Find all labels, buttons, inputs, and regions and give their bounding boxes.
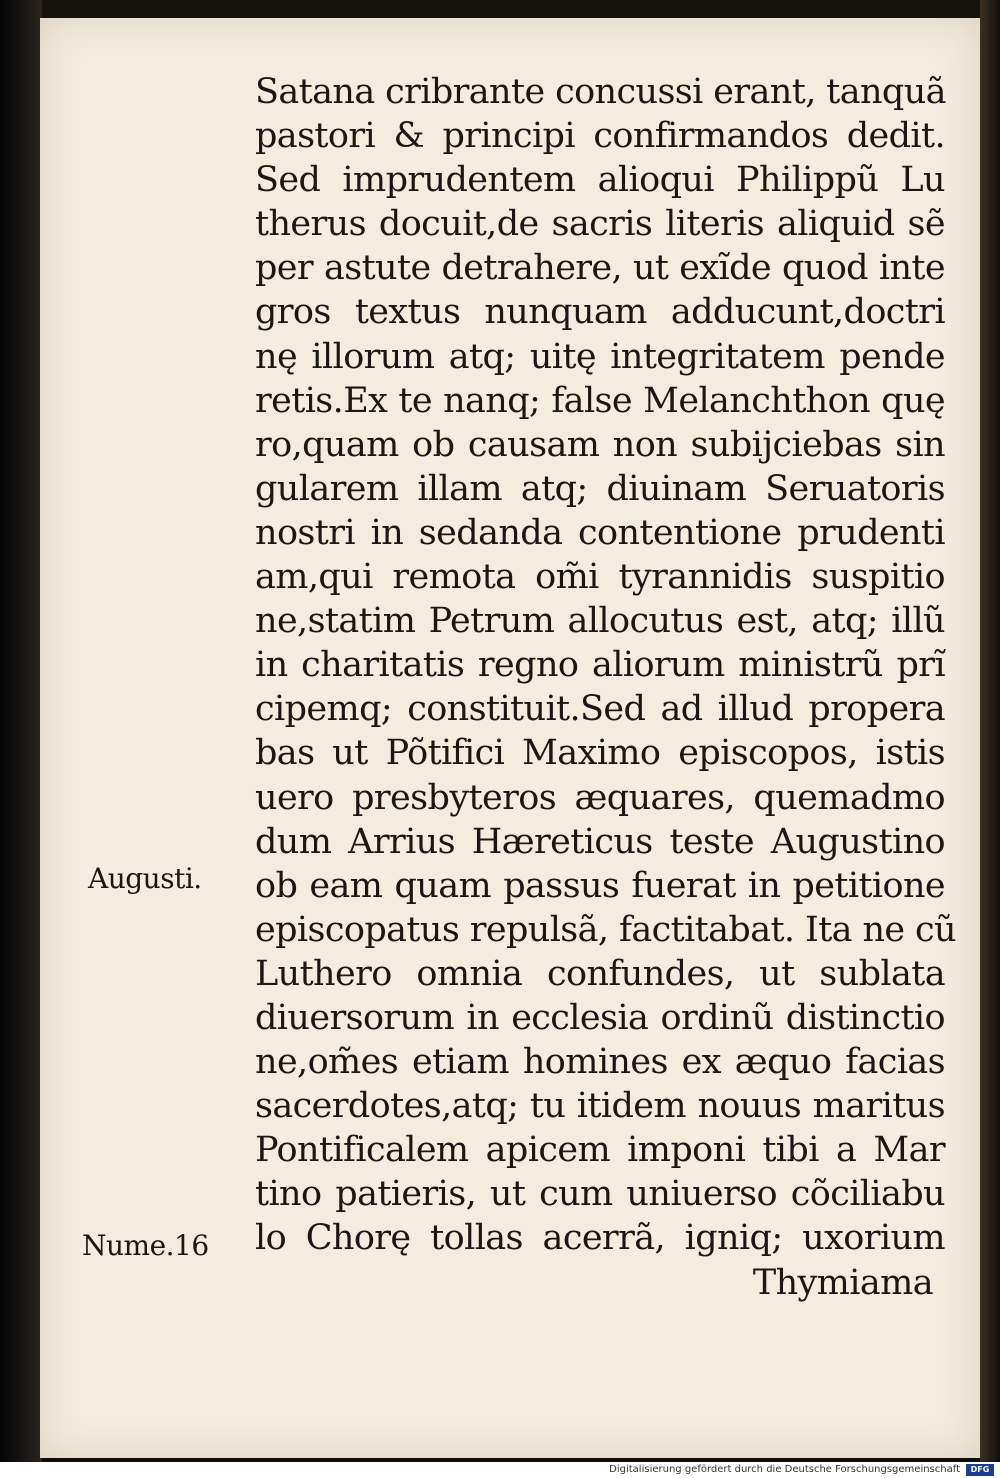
scan-right-edge xyxy=(980,0,1000,1462)
scan-top-edge xyxy=(40,0,980,18)
catchword: Thymiama xyxy=(752,1262,933,1303)
text-line: Pontificalem apicem imponi tibi a Mar xyxy=(255,1130,945,1171)
text-line: gularem illam atq; diuinam Seruatoris xyxy=(255,468,945,509)
text-line: ob eam quam passus fuerat in petitione xyxy=(255,865,945,906)
body-text xyxy=(255,70,956,1305)
text-line: am,qui remota om̃i tyrannidis suspitio xyxy=(255,557,945,598)
text-line: dum Arrius Hæreticus teste Augustino xyxy=(255,821,945,862)
text-line: tino patieris, ut cum uniuerso cõciliabu xyxy=(255,1174,945,1215)
text-line: nostri in sedanda contentione prudenti xyxy=(255,512,945,553)
text-line: diuersorum in ecclesia ordinũ distinctio xyxy=(255,997,945,1038)
text-line: gros textus nunquam adducunt,doctri xyxy=(255,292,945,333)
marginal-note-augustine: Augusti. xyxy=(88,862,202,895)
footer-bar xyxy=(0,1462,1000,1478)
funding-notice: Digitalisierung gefördert durch die Deutsche Forschungsgemeinschaft xyxy=(609,1464,960,1475)
dfg-logo: DFG xyxy=(966,1464,994,1476)
text-line: uero presbyteros æquares, quemadmo xyxy=(255,777,945,818)
marginal-note-numeri: Nume.16 xyxy=(82,1229,209,1262)
text-line: ne,statim Petrum allocutus est, atq; illũ xyxy=(255,601,945,642)
text-line: therus docuit,de sacris literis aliquid sẽ xyxy=(255,204,945,245)
text-line: cipemq; constituit.Sed ad illud propera xyxy=(255,689,945,730)
text-line: lo Chorę tollas acerrã, igniq; uxorium xyxy=(255,1218,945,1259)
text-line: Satana cribrante concussi erant, tanquã xyxy=(255,72,946,112)
text-line: ro,quam ob causam non subijciebas sin xyxy=(255,424,945,465)
text-line: in charitatis regno aliorum ministrũ prĩ xyxy=(255,645,945,686)
text-line: sacerdotes,atq; tu itidem nouus maritus xyxy=(255,1086,945,1127)
text-line: retis.Ex te nanq; false Melanchthon quę xyxy=(255,380,945,421)
text-line: ne,om̃es etiam homines ex æquo facias xyxy=(255,1042,945,1083)
text-line: bas ut Põtifici Maximo episcopos, istis xyxy=(255,733,945,774)
text-line: episcopatus repulsã, factitabat. Ita ne cũ xyxy=(255,909,956,950)
text-line: Luthero omnia confundes, ut sublata xyxy=(255,953,945,994)
scan-left-edge xyxy=(0,0,42,1462)
text-line: per astute detrahere, ut exĩde quod inte xyxy=(255,248,945,289)
text-line: Sed imprudentem alioqui Philippũ Lu xyxy=(255,160,945,201)
text-line: nę illorum atq; uitę integritatem pende xyxy=(255,336,945,377)
text-line: pastori & principi confirmandos dedit. xyxy=(255,116,945,157)
